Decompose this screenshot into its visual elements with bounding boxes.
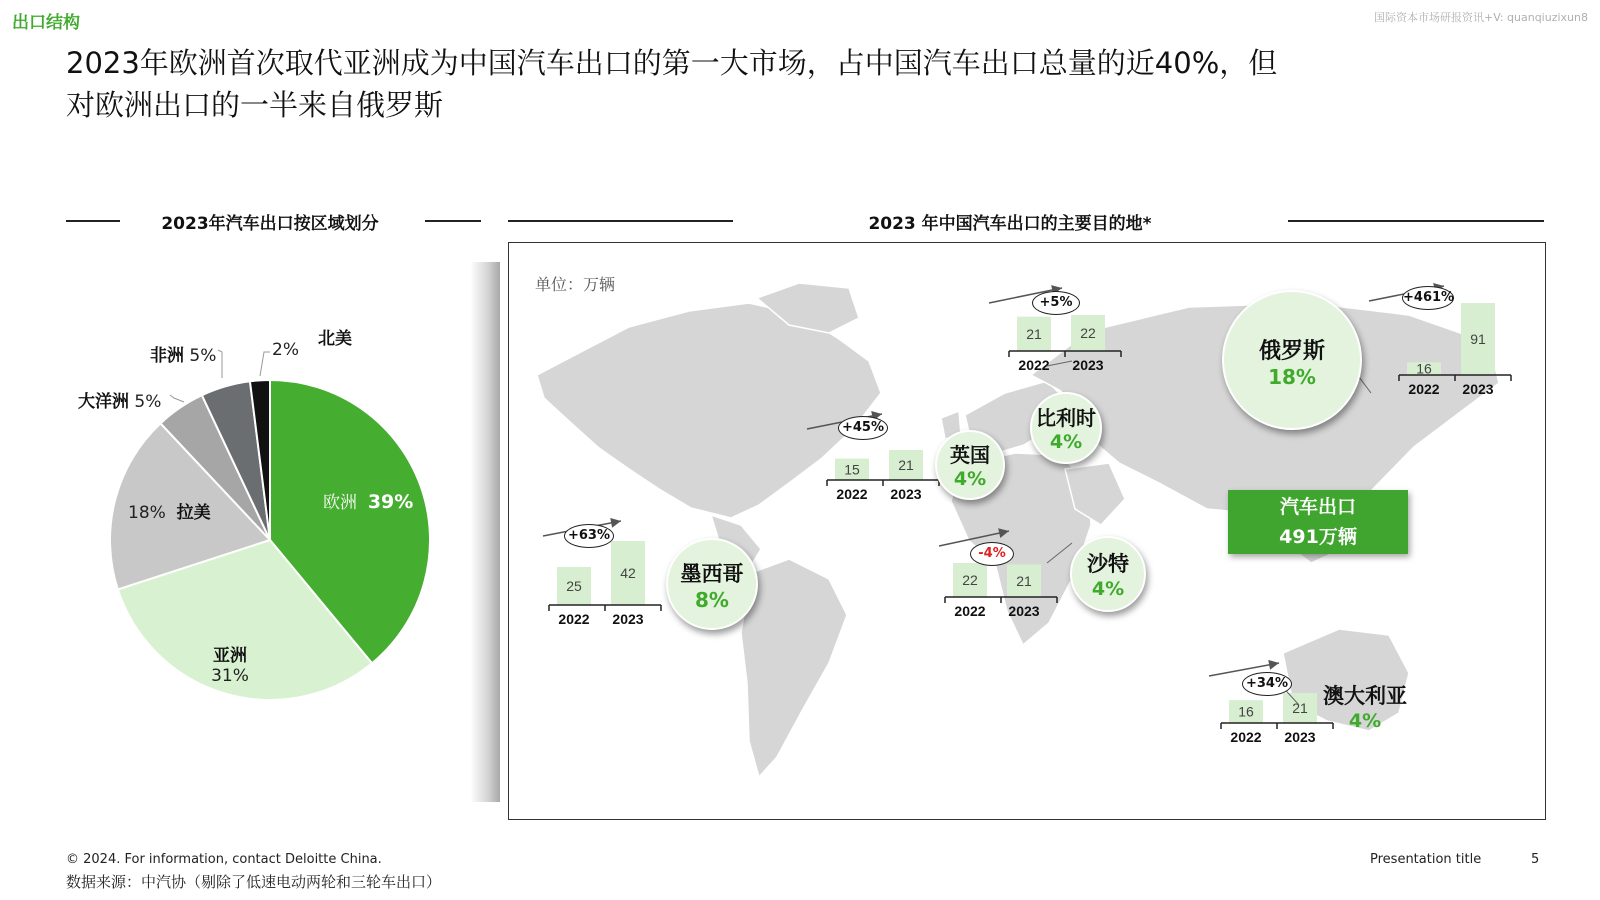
page-title bbox=[66, 42, 1536, 126]
footer-presentation-title: Presentation title bbox=[1370, 852, 1482, 867]
mini-bar-value-0-0: 16 bbox=[1416, 360, 1432, 377]
headline-line-2: 对欧洲出口的一半来自俄罗斯 bbox=[66, 88, 444, 122]
left-title-rule-right bbox=[425, 220, 481, 222]
mini-bar-value-3-0: 25 bbox=[566, 577, 582, 594]
bubble-mexico bbox=[666, 538, 758, 630]
pie-label-latam bbox=[128, 498, 211, 523]
pie-leader-lines bbox=[160, 340, 300, 420]
growth-arrowhead-4 bbox=[998, 528, 1009, 538]
mini-bar-category-5-0: 2022 bbox=[1230, 729, 1262, 745]
bubble-saudi bbox=[1070, 536, 1146, 612]
pie-label-asia bbox=[210, 641, 250, 686]
bubble-russia bbox=[1222, 290, 1362, 430]
growth-belgium: +5% bbox=[1032, 291, 1080, 315]
pie-label-north-america-name: 北美 bbox=[318, 329, 352, 349]
map-chart-title: 2023 年中国汽车出口的主要目的地* bbox=[868, 214, 1152, 234]
pie-chart bbox=[100, 370, 440, 710]
mini-bar-value-1-0: 21 bbox=[1026, 325, 1042, 342]
pie-label-latam-name: 拉美 bbox=[176, 503, 211, 523]
mini-bar-value-2-1: 21 bbox=[898, 457, 914, 473]
pie-chart-title: 2023年汽车出口按区域划分 bbox=[161, 214, 379, 234]
panel-divider bbox=[470, 262, 500, 802]
mini-bar-value-4-0: 22 bbox=[962, 572, 978, 588]
bubble-mexico-share: 8% bbox=[695, 588, 729, 612]
mini-bar-category-5-1: 2023 bbox=[1284, 729, 1316, 745]
bubble-saudi-share: 4% bbox=[1091, 578, 1125, 600]
growth-arrowhead-5 bbox=[1268, 660, 1279, 670]
map-unit-label: 单位：万辆 bbox=[535, 275, 616, 294]
mini-chart-1 bbox=[1009, 315, 1121, 373]
mini-bar-category-2-0: 2022 bbox=[836, 486, 868, 502]
mini-bar-value-0-1: 91 bbox=[1470, 331, 1486, 347]
bubble-belgium bbox=[1030, 392, 1102, 464]
mini-bar-category-2-1: 2023 bbox=[890, 486, 922, 502]
growth-mexico: +63% bbox=[564, 524, 614, 548]
pie-label-europe bbox=[323, 488, 413, 513]
pie-label-oceania bbox=[78, 387, 161, 412]
section-tag: 出口结构 bbox=[12, 13, 80, 33]
growth-australia: +34% bbox=[1242, 672, 1292, 696]
mini-bar-value-5-1: 21 bbox=[1292, 700, 1308, 716]
pie-label-europe-name: 欧洲 bbox=[323, 493, 357, 513]
pie-label-asia-pct: 31% bbox=[211, 666, 249, 686]
pie-label-asia-name: 亚洲 bbox=[213, 646, 247, 666]
mini-chart-3 bbox=[549, 541, 661, 627]
mini-bar-value-4-1: 21 bbox=[1016, 572, 1032, 589]
bubble-uk bbox=[935, 430, 1005, 500]
headline-line-1: 2023年欧洲首次取代亚洲成为中国汽车出口的第一大市场，占中国汽车出口总量的近40%，但 bbox=[66, 46, 1278, 80]
bubble-australia-share: 4% bbox=[1348, 710, 1382, 732]
bubble-uk-name: 英国 bbox=[950, 443, 990, 467]
growth-uk: +45% bbox=[838, 416, 888, 440]
growth-saudi: -4% bbox=[970, 542, 1014, 566]
mini-chart-0 bbox=[1399, 303, 1511, 397]
pie-label-africa-pct: 5% bbox=[189, 346, 217, 366]
bubble-russia-share: 18% bbox=[1268, 365, 1316, 389]
total-exports-label: 汽车出口 bbox=[1279, 496, 1356, 518]
pie-label-oceania-pct: 5% bbox=[134, 392, 162, 412]
mini-chart-4 bbox=[945, 563, 1057, 619]
pie-label-north-america bbox=[318, 324, 352, 349]
connector-line-3 bbox=[1047, 543, 1072, 563]
leader-line-oceania bbox=[170, 395, 184, 402]
mini-bar-category-0-1: 2023 bbox=[1462, 381, 1494, 397]
mini-bar-category-4-0: 2022 bbox=[954, 603, 986, 619]
footer-copyright: © 2024. For information, contact Deloitte China. bbox=[66, 852, 382, 867]
pie-label-latam-pct: 18% bbox=[128, 503, 166, 523]
bubble-belgium-share: 4% bbox=[1049, 431, 1083, 453]
bubble-saudi-name: 沙特 bbox=[1087, 552, 1129, 576]
mini-chart-2 bbox=[827, 450, 939, 502]
mini-bar-category-4-1: 2023 bbox=[1008, 603, 1040, 619]
mini-bar-value-2-0: 15 bbox=[844, 461, 860, 478]
left-title-rule-left bbox=[66, 220, 120, 222]
mini-bar-category-1-0: 2022 bbox=[1018, 357, 1050, 373]
pie-label-africa-name: 非洲 bbox=[150, 346, 184, 366]
watermark: 国际资本市场研报资讯+V: quanqiuzixun8 bbox=[1373, 11, 1588, 24]
mini-bar-category-3-1: 2023 bbox=[612, 611, 644, 627]
mini-bar-category-1-1: 2023 bbox=[1072, 357, 1104, 373]
leader-line-north-america bbox=[260, 352, 270, 376]
leader-line-africa bbox=[218, 350, 222, 378]
mini-bar-value-5-0: 16 bbox=[1238, 703, 1254, 720]
mini-chart-5 bbox=[1221, 693, 1333, 745]
pie-label-europe-pct: 39% bbox=[367, 491, 414, 513]
bubble-mexico-name: 墨西哥 bbox=[680, 562, 744, 586]
mini-bar-category-0-0: 2022 bbox=[1408, 381, 1440, 397]
mini-bar-value-3-1: 42 bbox=[620, 565, 636, 581]
connector-line-1 bbox=[1047, 361, 1072, 366]
pie-label-oceania-name: 大洋洲 bbox=[78, 392, 129, 412]
mini-bar-category-3-0: 2022 bbox=[558, 611, 590, 627]
growth-russia: +461% bbox=[1402, 286, 1454, 310]
bubble-australia-name: 澳大利亚 bbox=[1323, 684, 1407, 708]
mini-bar-value-1-1: 22 bbox=[1080, 325, 1096, 341]
right-title-rule-left bbox=[508, 220, 733, 222]
total-exports-value: 491万辆 bbox=[1279, 526, 1357, 548]
footer-page-number: 5 bbox=[1531, 852, 1540, 867]
bubble-uk-share: 4% bbox=[953, 468, 987, 490]
footer-source: 数据来源：中汽协（剔除了低速电动两轮和三轮车出口） bbox=[66, 873, 442, 891]
bubble-belgium-name: 比利时 bbox=[1036, 406, 1096, 430]
total-exports-box bbox=[1228, 490, 1408, 554]
right-title-rule-right bbox=[1288, 220, 1544, 222]
bubble-australia bbox=[1318, 662, 1412, 756]
pie-label-north-america-pct: 2% bbox=[272, 340, 299, 360]
growth-arrowhead-3 bbox=[610, 518, 621, 528]
bubble-russia-name: 俄罗斯 bbox=[1258, 339, 1325, 364]
